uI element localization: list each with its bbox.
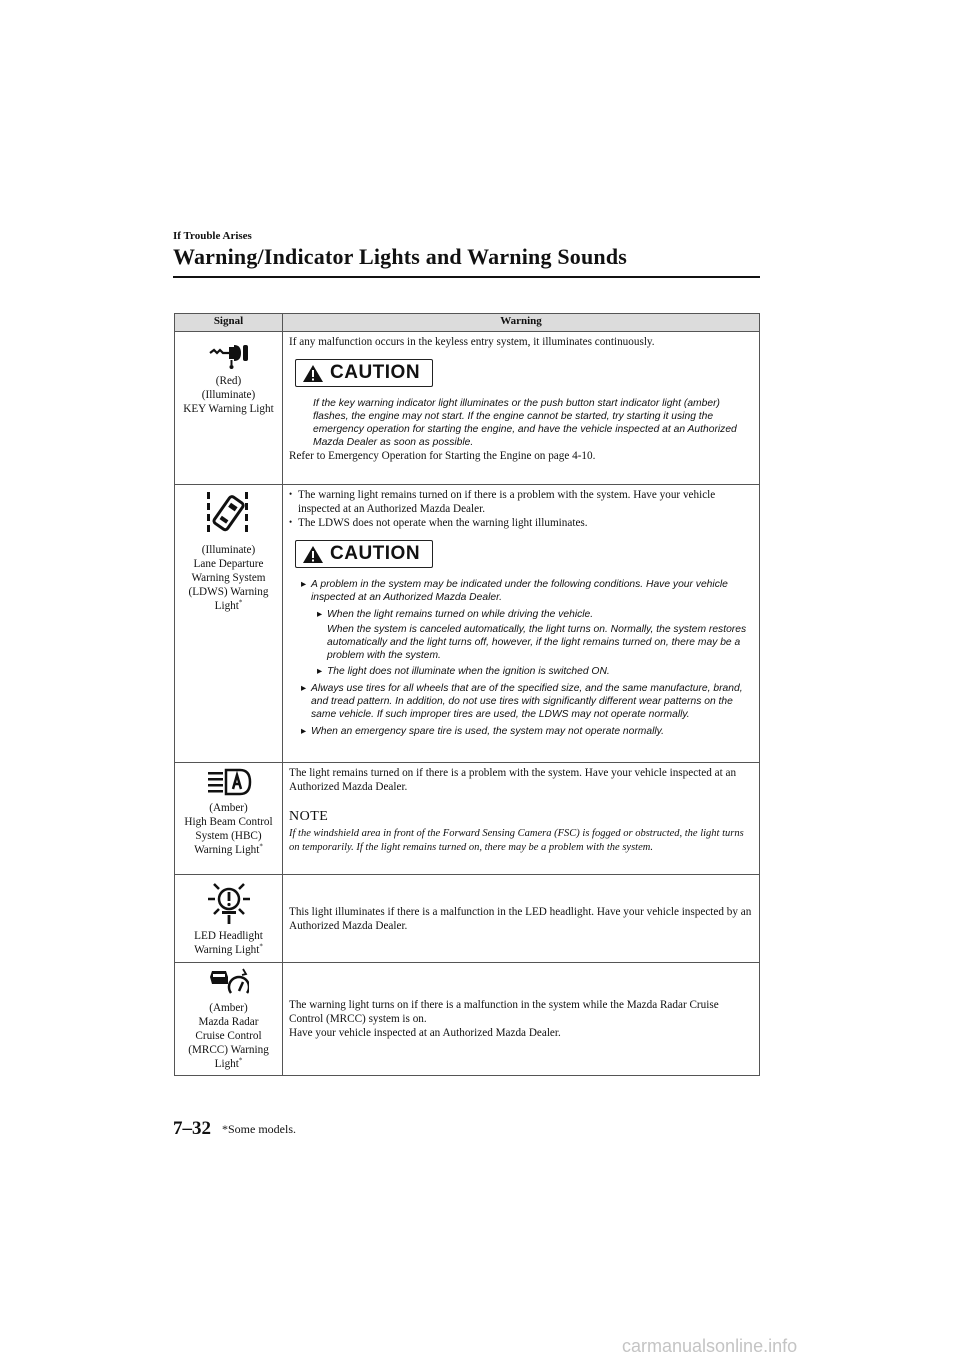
bullet-item: • The warning light remains turned on if there is a problem with the system. Have your vehicle inspected at an Authorized Mazda Dealer.	[289, 488, 753, 516]
signal-label-line: Cruise Control	[195, 1030, 262, 1042]
caution-label: CAUTION	[330, 362, 421, 383]
signal-cell	[175, 763, 283, 875]
watermark: carmanualsonline.info	[622, 1336, 798, 1356]
caution-label: CAUTION	[330, 543, 421, 564]
signal-cell	[175, 963, 283, 1076]
signal-label-line: Warning Light	[194, 844, 260, 856]
note-heading: NOTE	[289, 809, 329, 824]
signal-label-line: (Amber)	[209, 1002, 248, 1014]
some-models-mark: *	[238, 598, 243, 607]
signal-label-line: (Illuminate)	[201, 544, 256, 556]
footnote: *Some models.	[222, 1122, 296, 1136]
warning-cell	[283, 763, 760, 875]
caution-item: ▸ A problem in the system may be indicated under the following conditions. Have your vehicle inspected at an Authorized Mazda Dealer.	[301, 578, 753, 604]
section-label: If Trouble Arises	[173, 230, 252, 242]
key-warning-icon	[207, 336, 251, 370]
signal-label-line: LED Headlight	[194, 930, 263, 942]
caution-text: If the key warning indicator light illuminates or the push button start indicator light (amber) flashes, the engine may not start. If the engine cannot be started, try starting it using the emergency operation for starting the engine, and have the vehicle inspected at an Authorized Mazda Dealer as soon as possible.	[313, 398, 737, 448]
some-models-mark: *	[238, 1056, 243, 1065]
warning-cell	[283, 875, 760, 963]
signal-cell	[175, 875, 283, 963]
warning-cell	[283, 332, 760, 485]
table-header-row	[175, 314, 760, 332]
warning-text: Have your vehicle inspected at an Authorized Mazda Dealer.	[289, 1027, 561, 1039]
signal-label-line: (Illuminate)	[201, 389, 256, 401]
signal-label-line: Warning System	[191, 572, 266, 584]
page-number: 7–32	[173, 1118, 211, 1139]
caution-badge	[295, 359, 433, 387]
signal-label-line: (LDWS) Warning	[188, 586, 269, 598]
note-text: If the windshield area in front of the Forward Sensing Camera (FSC) is fogged or obstructed, the light turns on temporarily. If the light remains turned on, there may be a problem with the system.	[289, 828, 744, 853]
some-models-mark: *	[259, 842, 263, 851]
warning-text: This light illuminates if there is a malfunction in the LED headlight. Have your vehicle inspected by an Authorized Mazda Dealer.	[289, 905, 752, 932]
caution-subitem: ▸ When the light remains turned on while driving the vehicle.	[317, 608, 753, 621]
warning-cell	[283, 963, 760, 1076]
signal-column-header: Signal	[175, 314, 283, 332]
signal-label-line: (Amber)	[209, 802, 248, 814]
caution-badge	[295, 540, 433, 568]
warning-reference: Refer to Emergency Operation for Starting the Engine on page 4-10.	[289, 450, 596, 462]
page-title: Warning/Indicator Lights and Warning Sounds	[173, 244, 628, 269]
table-row	[175, 332, 760, 485]
warning-light-table	[174, 313, 760, 1076]
table-row	[175, 485, 760, 763]
some-models-mark: *	[259, 942, 263, 951]
warning-text: If any malfunction occurs in the keyless entry system, it illuminates continuously.	[289, 336, 655, 348]
led-headlight-icon	[205, 879, 253, 925]
warning-text: The warning light turns on if there is a malfunction in the system while the Mazda Radar Cruise Control (MRCC) system is on.	[289, 999, 719, 1025]
radar-cruise-icon	[209, 967, 249, 997]
table-row	[175, 963, 760, 1076]
signal-cell	[175, 485, 283, 763]
caution-subitem: ▸ The light does not illuminate when the ignition is switched ON.	[317, 665, 753, 678]
signal-label-line: Lane Departure	[193, 558, 264, 570]
caution-content	[293, 578, 753, 738]
signal-label-line: (MRCC) Warning	[188, 1044, 269, 1056]
signal-label-line: High Beam Control	[184, 816, 273, 828]
caution-item: ▸ When an emergency spare tire is used, the system may not operate normally.	[301, 725, 753, 738]
caution-item: ▸ Always use tires for all wheels that are of the specified size, and the same manufacture, brand, and tread pattern. In addition, do not use tires with significantly different wear patterns on the same vehicle. If such improper tires are used, the LDWS may not operate normally.	[301, 682, 753, 721]
caution-triangle-icon	[302, 545, 324, 564]
bullet-item: • The LDWS does not operate when the warning light illuminates.	[289, 516, 753, 530]
high-beam-control-icon	[206, 767, 252, 797]
signal-label-line: (Red)	[215, 375, 242, 387]
warning-text: The light remains turned on if there is a problem with the system. Have your vehicle inspected at an Authorized Mazda Dealer.	[289, 767, 737, 793]
signal-label-line: KEY Warning Light	[183, 403, 274, 415]
signal-label-line: Light	[214, 600, 239, 612]
signal-label-line: Warning Light	[194, 944, 260, 956]
signal-label-line: Mazda Radar	[198, 1016, 259, 1028]
signal-cell	[175, 332, 283, 485]
warning-column-header: Warning	[283, 314, 760, 332]
caution-triangle-icon	[302, 364, 324, 383]
signal-label-line: Light	[214, 1058, 239, 1070]
title-rule	[173, 276, 760, 278]
warning-cell	[283, 485, 760, 763]
table-row	[175, 875, 760, 963]
table-row	[175, 763, 760, 875]
signal-label-line: System (HBC)	[195, 830, 262, 842]
caution-subitem-detail: When the system is canceled automatically, the light turns on. Normally, the system restores automatically and the light turns off, however, if the light remains turned on, there may be a problem with the system.	[327, 624, 747, 661]
lane-departure-icon	[205, 489, 253, 539]
